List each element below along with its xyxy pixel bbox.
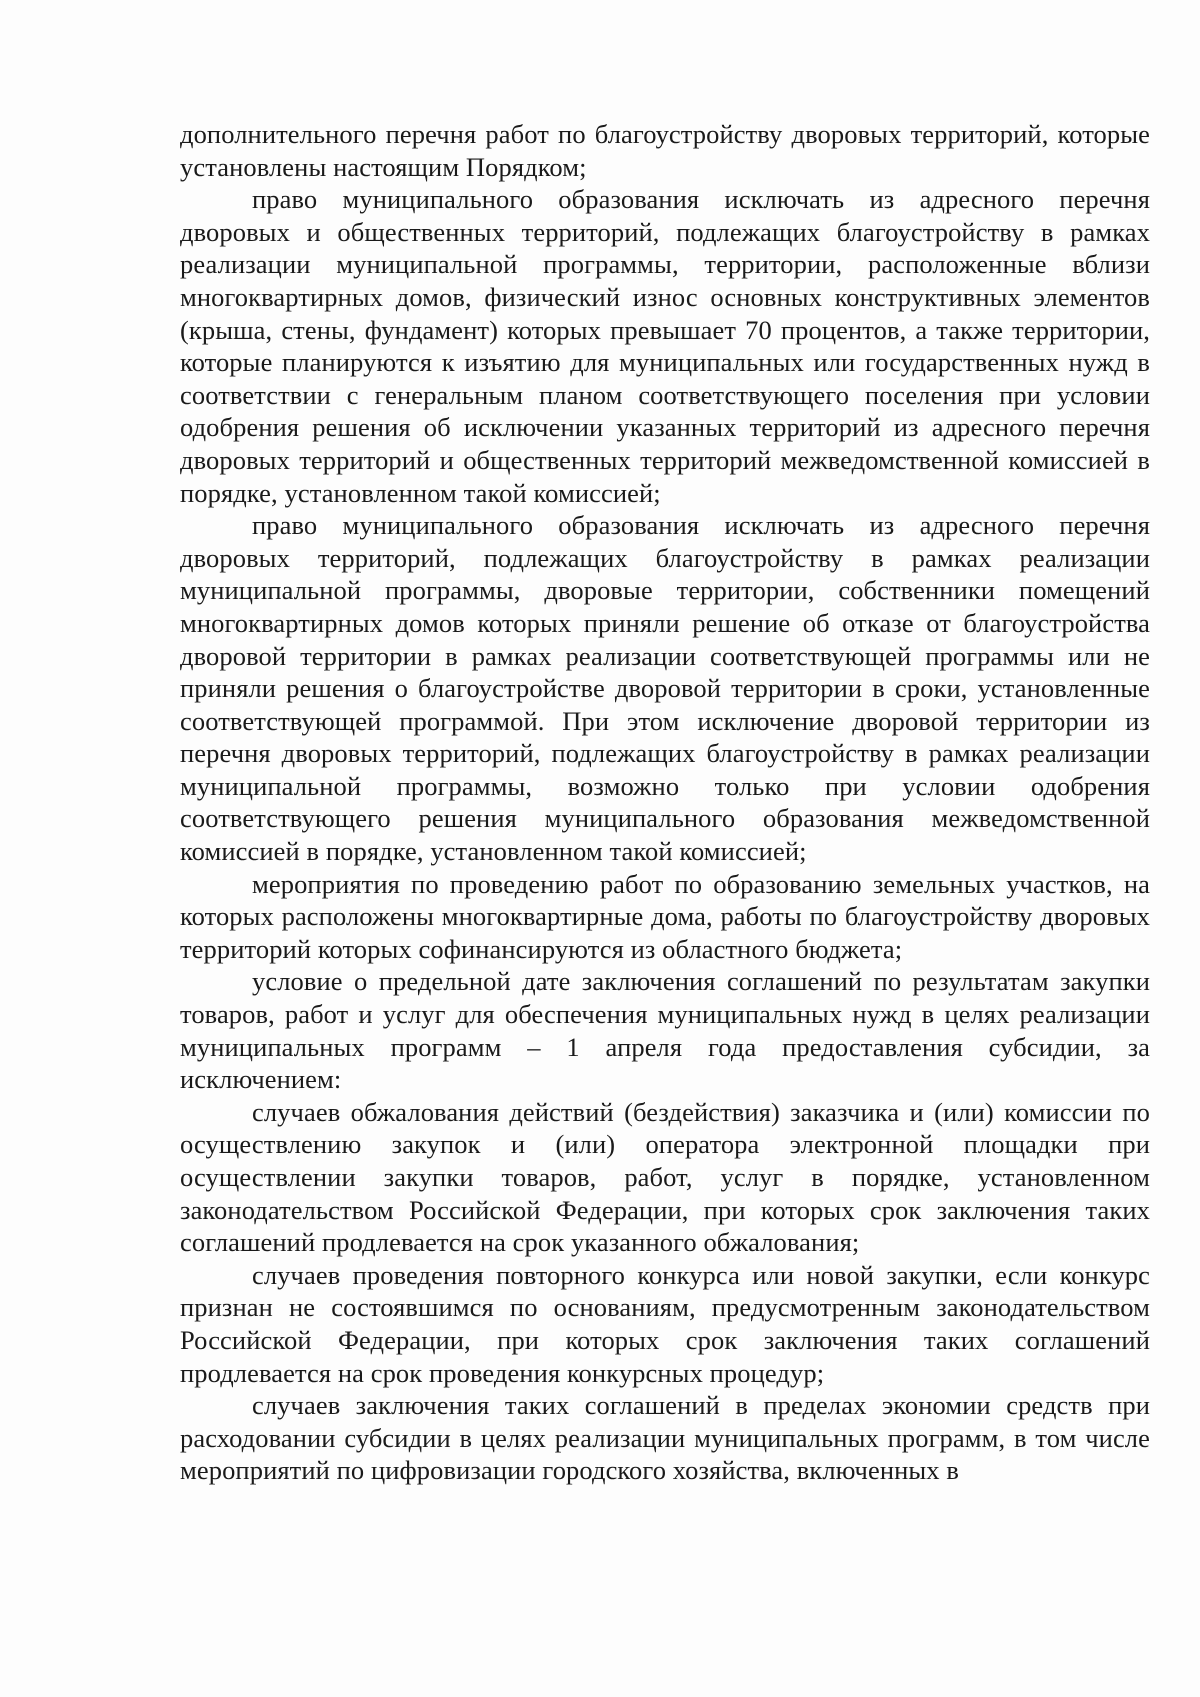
document-body bbox=[180, 118, 1150, 1487]
paragraph-exclude-yard-territories: право муниципального образования исключать из адресного перечня дворовых территорий, подлежащих благоустройству в рамках реализации муниципальной программы, дворовые территории, собственники помещений многоквартирных домов которых приняли решение об отказе от благоустройства дворовой территории в рамках реализации соответствующей программы или не приняли решения о благоустройстве дворовой территории в сроки, установленные соответствующей программой. При этом исключение дворовой территории из перечня дворовых территорий, подлежащих благоустройству в рамках реализации муниципальной программы, возможно только при условии одобрения соответствующего решения муниципального образования межведомственной комиссией в порядке, установленном такой комиссией; bbox=[180, 510, 1150, 867]
paragraph-land-plot-works: мероприятия по проведению работ по образованию земельных участков, на которых расположены многоквартирные дома, работы по благоустройству дворовых территорий которых софинансируются из областного бюджета; bbox=[180, 868, 1150, 964]
paragraph-appeal-exception: случаев обжалования действий (бездействия) заказчика и (или) комиссии по осуществлению закупок и (или) оператора электронной площадки при осуществлении закупки товаров, работ, услуг в порядке, установленном законодательством Российской Федерации, при которых срок заключения таких соглашений продлевается на срок указанного обжалования; bbox=[180, 1096, 1150, 1258]
paragraph-continuation: дополнительного перечня работ по благоустройству дворовых территорий, которые установлены настоящим Порядком; bbox=[180, 119, 1150, 182]
paragraph-savings-exception: случаев заключения таких соглашений в пределах экономии средств при расходовании субсидии в целях реализации муниципальных программ, в том числе мероприятий по цифровизации городского хозяйства, включенных в bbox=[180, 1390, 1150, 1486]
paragraph-deadline-condition: условие о предельной дате заключения соглашений по результатам закупки товаров, работ и услуг для обеспечения муниципальных нужд в целях реализации муниципальных программ – 1 апреля года предоставления субсидии, за исключением: bbox=[180, 966, 1150, 1095]
paragraph-exclude-territories: право муниципального образования исключать из адресного перечня дворовых и общественных территорий, подлежащих благоустройству в рамках реализации муниципальной программы, территории, расположенные вблизи многоквартирных домов, физический износ основных конструктивных элементов (крыша, стены, фундамент) которых превышает 70 процентов, а также территории, которые планируются к изъятию для муниципальных или государственных нужд в соответствии с генеральным планом соответствующего поселения при условии одобрения решения об исключении указанных территорий из адресного перечня дворовых территорий и общественных территорий межведомственной комиссией в порядке, установленном такой комиссией; bbox=[180, 184, 1150, 508]
paragraph-repeat-tender-exception: случаев проведения повторного конкурса или новой закупки, если конкурс признан не состоявшимся по основаниям, предусмотренным законодательством Российской Федерации, при которых срок заключения таких соглашений продлевается на срок проведения конкурсных процедур; bbox=[180, 1259, 1150, 1388]
